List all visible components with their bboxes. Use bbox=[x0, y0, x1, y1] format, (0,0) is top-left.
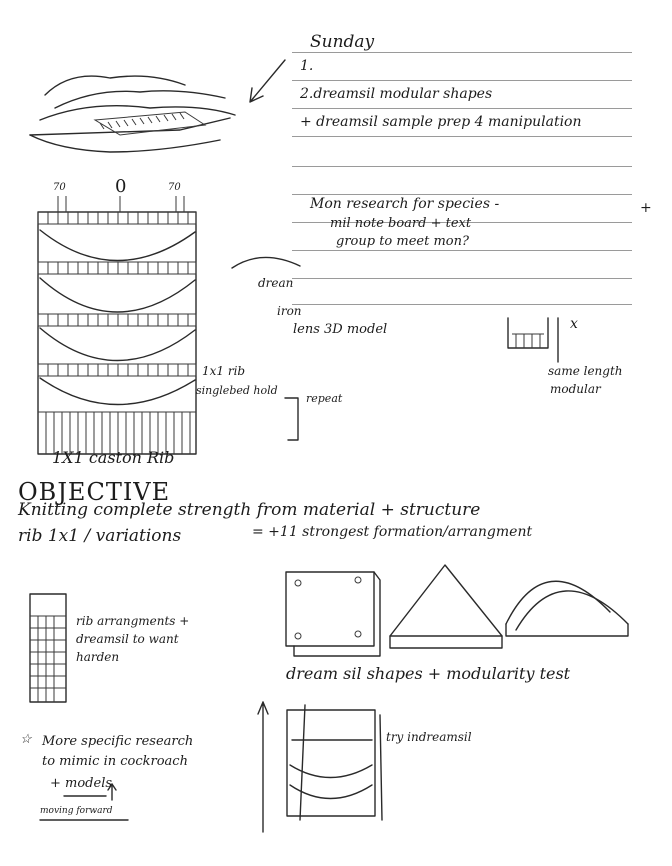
fabric-sketch bbox=[30, 76, 235, 152]
objective-line-2-left: rib 1x1 / variations bbox=[18, 526, 182, 546]
bump-sketch bbox=[232, 257, 300, 268]
notes-plus: + bbox=[640, 200, 652, 216]
arrow-up bbox=[258, 702, 268, 832]
semicircle-shape-sketch bbox=[506, 581, 628, 636]
star-note-line-3: + models bbox=[50, 776, 113, 791]
try-label: try indreamsil bbox=[386, 730, 472, 744]
star-icon: ☆ bbox=[20, 732, 32, 747]
same-length-line-2: modular bbox=[550, 382, 601, 396]
rib-note-line-2: dreamsil to want bbox=[76, 632, 179, 646]
star-note-line-4: moving forward bbox=[40, 806, 113, 816]
swatch-mark-center: 0 bbox=[115, 176, 127, 197]
rib-arrangement-sketch bbox=[30, 594, 66, 702]
notes-item-4-line-1: Mon research for species - bbox=[310, 196, 500, 212]
square-shape-sketch bbox=[286, 572, 380, 656]
small-swatch-sketch bbox=[508, 318, 558, 362]
notes-item-4-line-3: group to meet mon? bbox=[336, 234, 469, 249]
rib-note-line-1: rib arrangments + bbox=[76, 614, 190, 628]
test-square-sketch bbox=[287, 705, 382, 820]
label-single-bed: singlebed hold bbox=[196, 384, 278, 397]
same-length-line-1: same length bbox=[548, 364, 623, 378]
x-mark: x bbox=[570, 316, 578, 332]
knit-swatch-sketch bbox=[38, 196, 298, 454]
star-note-line-1: More specific research bbox=[42, 734, 194, 749]
objective-line-2-right: = +11 strongest formation/arrangment bbox=[252, 524, 533, 540]
partial-lens: lens 3D model bbox=[293, 322, 388, 337]
objective-line-1: Knitting complete strength from material + structure bbox=[18, 500, 481, 520]
triangle-shape-sketch bbox=[390, 565, 502, 648]
arrow-to-notes bbox=[250, 60, 285, 102]
partial-iron: iron bbox=[277, 304, 302, 318]
swatch-mark-left: 70 bbox=[53, 182, 66, 193]
notes-item-2: 2.dreamsil modular shapes bbox=[300, 86, 493, 102]
notes-item-4-line-2: mil note board + text bbox=[330, 216, 472, 231]
notes-item-3: + dreamsil sample prep 4 manipulation bbox=[300, 114, 582, 130]
notes-item-1: 1. bbox=[300, 58, 314, 74]
label-repeat: repeat bbox=[306, 392, 343, 405]
swatch-mark-right: 70 bbox=[168, 182, 181, 193]
notes-day: Sunday bbox=[310, 32, 375, 52]
swatch-caption: 1X1 caston Rib bbox=[52, 448, 175, 467]
partial-dream: drean bbox=[258, 276, 294, 290]
star-note-line-2: to mimic in cockroach bbox=[42, 754, 188, 769]
rib-note-line-3: harden bbox=[76, 650, 120, 664]
label-rib: 1x1 rib bbox=[202, 364, 246, 378]
objective-heading: OBJECTIVE bbox=[18, 478, 171, 506]
shapes-caption: dream sil shapes + modularity test bbox=[286, 664, 571, 683]
